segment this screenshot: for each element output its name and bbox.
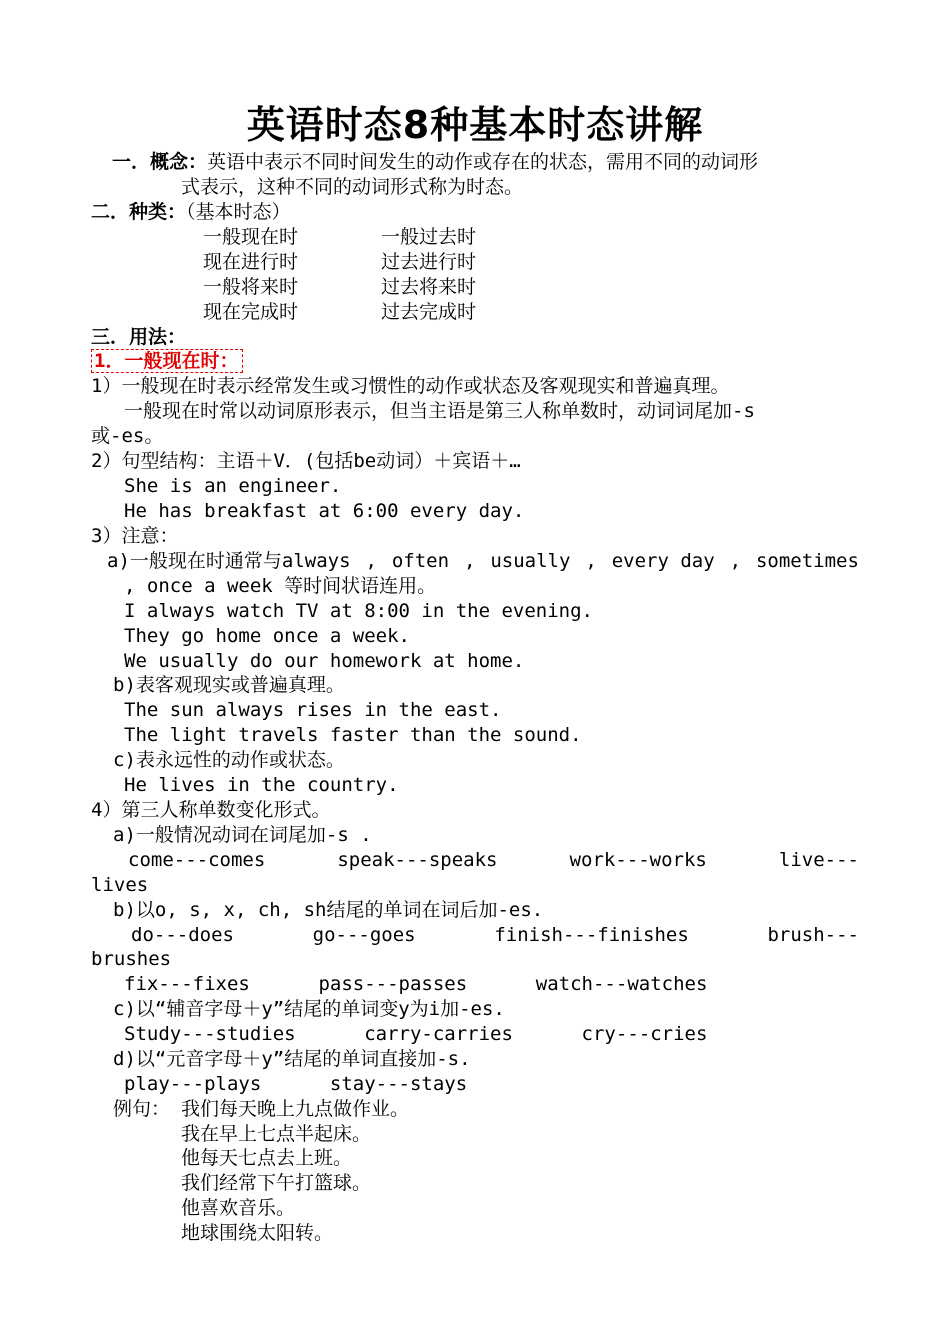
word-pair: brush---	[767, 924, 859, 946]
example-sentence: 他喜欢音乐。	[181, 1197, 296, 1219]
example-sentence: 他每天七点去上班。	[181, 1147, 353, 1169]
words-4b	[131, 923, 859, 947]
example-3b2: The light travels faster than the sound.	[124, 724, 582, 746]
word-pair: do---does	[131, 924, 234, 946]
word-pair: live---	[778, 849, 859, 871]
example-3a2: They go home once a week.	[124, 625, 410, 647]
para-3a-2: , once a week 等时间状语连用。	[124, 575, 437, 597]
example-sentence: 地球围绕太阳转。	[181, 1222, 334, 1244]
para-3a-part: ,	[585, 550, 597, 572]
types-heading	[91, 200, 291, 224]
example-3c1: He lives in the country.	[124, 774, 399, 796]
concept-line-1	[112, 150, 758, 174]
para-3a-part: often	[391, 550, 450, 572]
para-3: 3）注意：	[91, 525, 179, 547]
para-3a-part: usually	[490, 550, 571, 572]
sub-heading-simple-present	[91, 349, 243, 373]
word-pair: finish---finishes	[494, 924, 689, 946]
tense-right-1: 过去进行时	[381, 251, 477, 273]
word-pair: come---comes	[128, 849, 266, 871]
examples-label: 例句：	[113, 1098, 171, 1120]
words-4c: Study---studies carry-carries cry---cries	[124, 1023, 708, 1045]
concept-label: 一．概念：	[112, 151, 208, 173]
para-3a	[107, 549, 859, 573]
page-title: 英语时态8种基本时态讲解	[246, 103, 704, 147]
example-3a3: We usually do our homework at home.	[124, 650, 525, 672]
para-3a-part: ,	[729, 550, 742, 572]
para-4d: d)以“元音字母＋y”结尾的单词直接加-s.	[113, 1048, 471, 1070]
para-3a-part: ,	[365, 550, 377, 572]
example-3a1: I always watch TV at 8:00 in the evening.	[124, 600, 593, 622]
para-4: 4）第三人称单数变化形式。	[91, 799, 331, 821]
para-3c: c)表永远性的动作或状态。	[113, 749, 345, 771]
tense-right-2: 过去将来时	[381, 276, 477, 298]
words-4d: play---plays stay---stays	[124, 1073, 468, 1095]
types-label: 二．种类：	[91, 201, 187, 223]
example-sentence: 我在早上七点半起床。	[181, 1123, 372, 1145]
para-4a: a)一般情况动词在词尾加-s .	[113, 824, 372, 846]
tense-left-0: 一般现在时	[203, 226, 299, 248]
word-pair: speak---speaks	[337, 849, 498, 871]
example-2b: He has breakfast at 6:00 every day.	[124, 500, 525, 522]
para-4b: b)以o, s, x, ch, sh结尾的单词在词后加-es.	[113, 899, 544, 921]
highlighted-heading: 1．一般现在时：	[91, 349, 243, 373]
para-3a-part: ,	[463, 550, 476, 572]
words-4b-wrap: brushes	[91, 948, 172, 970]
word-pair: work---works	[569, 849, 707, 871]
tense-left-1: 现在进行时	[203, 251, 299, 273]
words-4a	[128, 848, 859, 872]
example-sentence: 我们每天晚上九点做作业。	[181, 1098, 410, 1120]
para-3b: b)表客观现实或普遍真理。	[113, 674, 345, 696]
para-3a-part: a)一般现在时通常与always	[107, 550, 351, 572]
para-2: 2）句型结构：主语＋V．(包括be动词）＋宾语＋…	[91, 450, 521, 472]
words-4a-wrap: lives	[91, 874, 149, 896]
word-pair: go---goes	[312, 924, 416, 946]
types-note: （基本时态）	[186, 201, 291, 223]
tense-left-3: 现在完成时	[203, 301, 299, 323]
para-1c: 或-es。	[91, 425, 164, 447]
para-3a-part: every day	[611, 550, 715, 572]
example-2a: She is an engineer.	[124, 475, 342, 497]
tense-right-3: 过去完成时	[381, 301, 477, 323]
words-4b-2: fix---fixes pass---passes watch---watches	[124, 973, 708, 995]
tense-right-0: 一般过去时	[381, 226, 477, 248]
para-1: 1）一般现在时表示经常发生或习惯性的动作或状态及客观现实和普遍真理。	[91, 375, 730, 397]
para-4c: c)以“辅音字母＋y”结尾的单词变y为i加-es.	[113, 998, 505, 1020]
para-1b: 一般现在时常以动词原形表示，但当主语是第三人称单数时，动词词尾加-s	[124, 400, 755, 422]
usage-heading: 三．用法：	[91, 326, 187, 348]
tense-left-2: 一般将来时	[203, 276, 299, 298]
example-3b1: The sun always rises in the east.	[124, 699, 502, 721]
concept-line-2: 式表示，这种不同的动词形式称为时态。	[181, 176, 524, 198]
concept-text-1: 英语中表示不同时间发生的动作或存在的状态，需用不同的动词形	[207, 151, 759, 173]
para-3a-part: sometimes	[755, 550, 859, 572]
example-sentence: 我们经常下午打篮球。	[181, 1172, 372, 1194]
